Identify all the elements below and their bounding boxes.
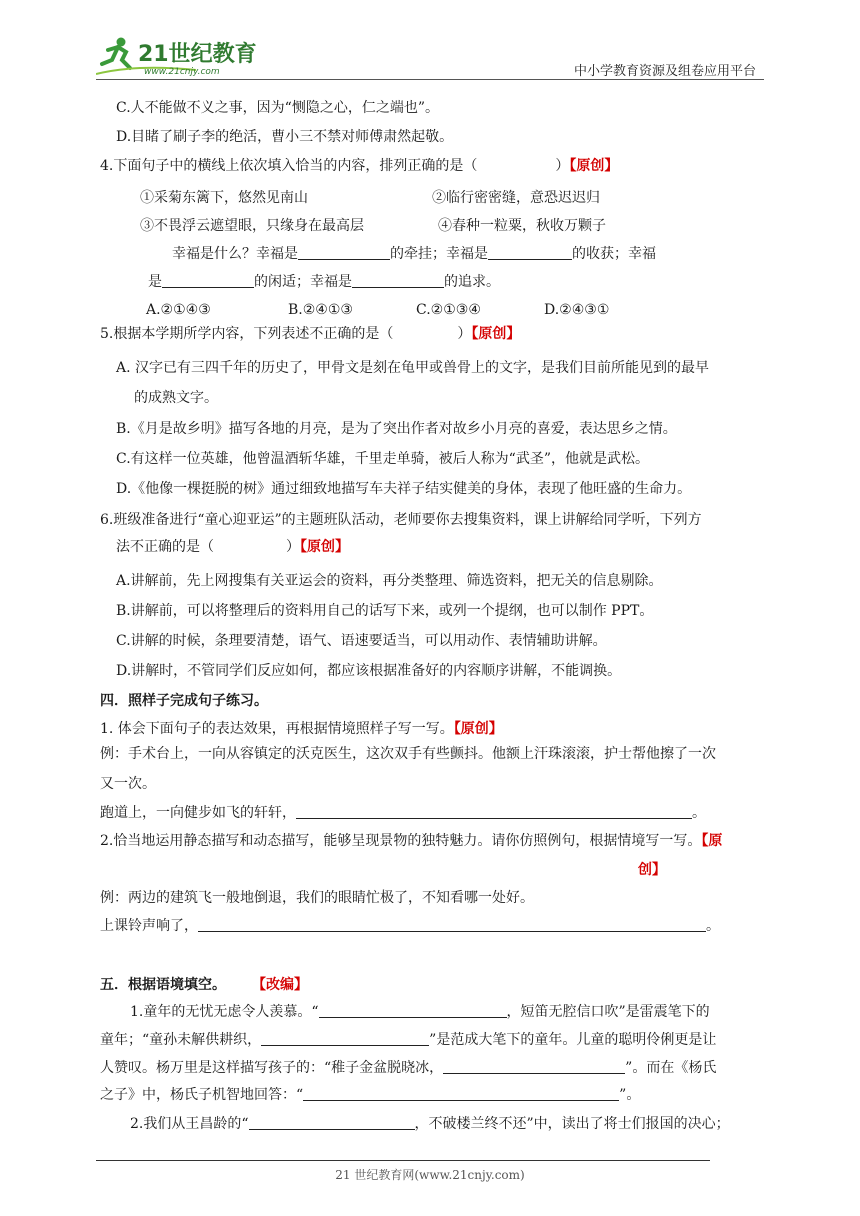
sec4-fill-1: 跑道上，一向健步如飞的轩轩， 。 (100, 805, 706, 821)
svg-text:www.21cnjy.com: www.21cnjy.com (144, 67, 220, 77)
q6-option-c: C.讲解的时候，条理要清楚，语气、语速要适当，可以用动作、表情辅助讲解。 (116, 633, 607, 649)
logo-runner-icon (96, 34, 266, 78)
q4-choice-c: C.②①③④ (416, 302, 481, 318)
answer-blank[interactable] (443, 1059, 625, 1074)
sec5-line-3: 人赞叹。杨万里是这样描写孩子的：“稚子金盆脱晓冰， ”。而在《杨氏 (100, 1060, 717, 1076)
q4-sentence-2: ②临行密密缝，意恐迟迟归 (432, 190, 600, 206)
sec5-tag: 【改编】 (252, 977, 308, 993)
platform-label: 中小学教育资源及组卷应用平台 (573, 64, 756, 79)
q4-choice-d: D.②④③① (544, 302, 610, 318)
q4-passage-line-1: 幸福是什么？幸福是 的牵挂；幸福是 的收获；幸福 (172, 246, 656, 262)
q4-choice-a: A.②①④③ (146, 302, 211, 318)
sec4-q1: 1. 体会下面句子的表达效果，再根据情境照样子写一写。【原创】 (100, 721, 503, 737)
q4-sentence-1: ①采菊东篱下，悠然见南山 (140, 190, 308, 206)
q5-tag: 【原创】 (471, 326, 521, 342)
q4-sentence-4: ④春种一粒粟，秋收万颗子 (438, 218, 606, 234)
q6-stem-line-2: 法不正确的是（ ）【原创】 (116, 539, 349, 555)
sec4-q2: 2.恰当地运用静态描写和动态描写，能够呈现景物的独特魅力。请你仿照例句，根据情境写一写。【原 (100, 833, 723, 849)
blank[interactable] (162, 273, 254, 288)
q4-sentence-3: ③不畏浮云遮望眼，只缘身在最高层 (140, 218, 364, 234)
blank[interactable] (352, 273, 444, 288)
footer-text: 21 世纪教育网(www.21cnjy.com) (335, 1168, 525, 1182)
q5-option-d: D.《他像一棵挺脱的树》通过细致地描写车夫祥子结实健美的身体，表现了他旺盛的生命力。 (116, 481, 692, 497)
sec5-line-5: 2.我们从王昌龄的“ ，不破楼兰终不还”中，读出了将士们报国的决心； (130, 1116, 730, 1132)
blank[interactable] (298, 245, 390, 260)
blank[interactable] (488, 245, 572, 260)
q4-tag: 【原创】 (569, 158, 619, 174)
q6-tag: 【原创】 (300, 539, 349, 555)
header-divider (96, 79, 764, 80)
q6-option-a: A.讲解前，先上网搜集有关亚运会的资料，再分类整理、筛选资料，把无关的信息剔除。 (116, 573, 663, 589)
q5-option-a-line-2: 的成熟文字。 (134, 390, 218, 406)
answer-blank[interactable] (249, 1115, 415, 1130)
q4-passage-line-2: 是 的闲适；幸福是 的追求。 (148, 274, 500, 290)
q3-option-d: D.目睹了刷子李的绝活，曹小三不禁对师傅肃然起敬。 (116, 129, 454, 145)
q4-stem: 4.下面句子中的横线上依次填入恰当的内容，排列正确的是（ ）【原创】 (100, 158, 619, 174)
sec4-example-2: 例：两边的建筑飞一般地倒退，我们的眼睛忙极了，不知看哪一处好。 (100, 890, 534, 906)
sec5-line-2: 童年；“童孙未解供耕织， ”是范成大笔下的童年。儿童的聪明伶俐更是让 (100, 1032, 717, 1048)
q3-option-c: C.人不能做不义之事，因为“恻隐之心，仁之端也”。 (116, 100, 439, 116)
sec4-example-1-line-2: 又一次。 (100, 776, 156, 792)
sec5-line-1: 1.童年的无忧无虑令人羡慕。“ ，短笛无腔信口吹”是雷震笔下的 (130, 1004, 710, 1020)
svg-text:21世纪教育: 21世纪教育 (138, 42, 257, 67)
logo (96, 34, 266, 78)
answer-blank[interactable] (198, 917, 706, 932)
answer-blank[interactable] (319, 1003, 507, 1018)
q6-option-b: B.讲解前，可以将整理后的资料用自己的话写下来，或列一个提纲，也可以制作 PPT。 (116, 603, 654, 619)
section-4-title: 四．照样子完成句子练习。 (100, 693, 268, 709)
answer-blank[interactable] (261, 1031, 429, 1046)
q5-option-a-line-1: A. 汉字已有三四千年的历史了，甲骨文是刻在龟甲或兽骨上的文字，是我们目前所能见到的最早 (116, 360, 710, 376)
q6-option-d: D.讲解时，不管同学们反应如何，都应该根据准备好的内容顺序讲解，不能调换。 (116, 663, 622, 679)
q6-stem-line-1: 6.班级准备进行“童心迎亚运”的主题班队活动，老师要你去搜集资料，课上讲解给同学听，下列方 (100, 512, 702, 528)
sec5-line-4: 之子》中，杨氏子机智地回答：“ ”。 (100, 1087, 641, 1103)
section-5-title: 五．根据语境填空。 【改编】 (100, 977, 308, 993)
q5-option-b: B.《月是故乡明》描写各地的月亮，是为了突出作者对故乡小月亮的喜爱，表达思乡之情。 (116, 421, 677, 437)
sec4-q1-tag: 【原创】 (453, 721, 503, 737)
q5-option-c: C.有这样一位英雄，他曾温酒斩华雄，千里走单骑，被后人称为“武圣”，他就是武松。 (116, 451, 649, 467)
answer-blank[interactable] (303, 1086, 619, 1101)
sec4-example-1-line-1: 例：手术台上，一向从容镇定的沃克医生，这次双手有些颤抖。他额上汗珠滚滚，护士帮他擦了一次 (100, 746, 716, 762)
sec4-fill-2: 上课铃声响了， 。 (100, 918, 720, 934)
sec4-q2-tag-cont: 创】 (638, 862, 666, 878)
footer-divider (96, 1160, 710, 1161)
q4-choice-b: B.②④①③ (288, 302, 353, 318)
q5-stem: 5.根据本学期所学内容，下列表述不正确的是（ ）【原创】 (100, 326, 521, 342)
answer-blank[interactable] (296, 804, 692, 819)
